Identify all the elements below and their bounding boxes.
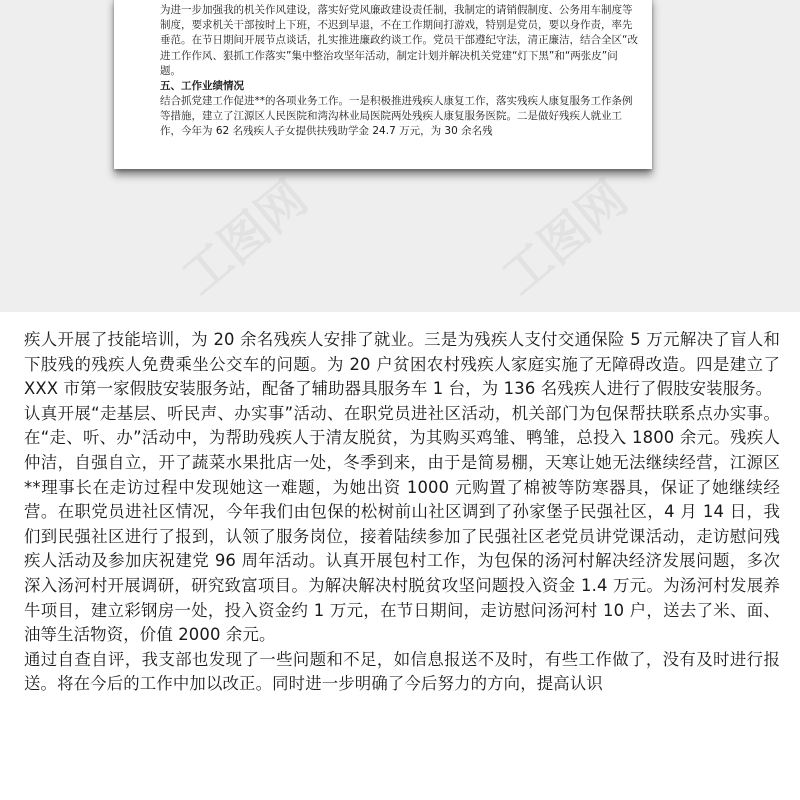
document-page-preview — [114, 0, 652, 169]
section-5-heading: 五、工作业绩情况 — [160, 80, 244, 93]
section-5-paragraph: 结合抓党建工作促进**的各项业务工作。一是积极推进残疾人康复工作，落实残疾人康复服务工作条例等措施，建立了江源区人民医院和湾沟林业局医院两处残疾人康复服务医院。二是做好残疾人就业工作，今年为 62 名残疾人子女提供扶残助学金 24.7 万元，为 30 余名残 — [160, 95, 633, 138]
main-body-text — [24, 328, 780, 697]
body-paragraph-3: 通过自查自评，我支部也发现了一些问题和不足，如信息报送不及时，有些工作做了，没有及时进行报送。将在今后的工作中加以改正。同时进一步明确了今后努力的方向，提高认识 — [24, 649, 780, 694]
body-paragraph-1: 疾人开展了技能培训，为 20 余名残疾人安排了就业。三是为残疾人支付交通保险 5 万元解决了盲人和下肢残的残疾人免费乘坐公交车的问题。为 20 户贫困农村残疾人家庭实施了无障碍改造。四是建立了 XXX 市第一家假肢安装服务站，配备了辅助器具服务车 1 台，为 136 名残疾人进行了假肢安装服务。 — [24, 330, 780, 399]
body-paragraph-2: 认真开展“走基层、听民声、办实事”活动、在职党员进社区活动，机关部门为包保帮扶联系点办实事。在“走、听、办”活动中，为帮助残疾人于清友脱贫，为其购买鸡雏、鸭雏，总投入 1800 余元。残疾人仲洁，自强自立，开了蔬菜水果批店一处，冬季到来，由于是简易棚，天寒让她无法继续经营，江源区**理事长在走访过程中发现她这一难题，为她出资 1000 元购置了棉被等防寒器具，保证了她继续经营。在职党员进社区情况，今年我们由包保的松树前山社区调到了孙家堡子民强社区，4 月 14 日，我们到民强社区进行了报到，认领了服务岗位，接着陆续参加了民强社区老党员讲党课活动，走访慰问残疾人活动及参加庆祝建党 96 周年活动。认真开展包村工作，为包保的汤河村解决经济发展问题，多次深入汤河村开展调研，研究致富项目。为解决解决村脱贫攻坚问题投入资金 1.4 万元。为汤河村发展养牛项目，建立彩钢房一处，投入资金约 1 万元，在节日期间，走访慰问汤河村 10 户，送去了米、面、油等生活物资，价值 2000 余元。 — [24, 403, 780, 645]
section-4-paragraph: 为进一步加强我的机关作风建设，落实好党风廉政建设责任制，我制定的请销假制度、公务用车制度等制度，要求机关干部按时上下班，不迟到早退，不在工作期间打游戏，特别是党员，要以身作责，率先垂范。在节日期间开展节点谈话，扎实推进廉政约谈工作。党员干部遵纪守法，清正廉洁，结合全区“改进工作作风、狠抓工作落实”集中整治攻坚年活动，制定计划并解决机关党建“灯下黑”和“两张皮”问题。 — [160, 4, 638, 77]
